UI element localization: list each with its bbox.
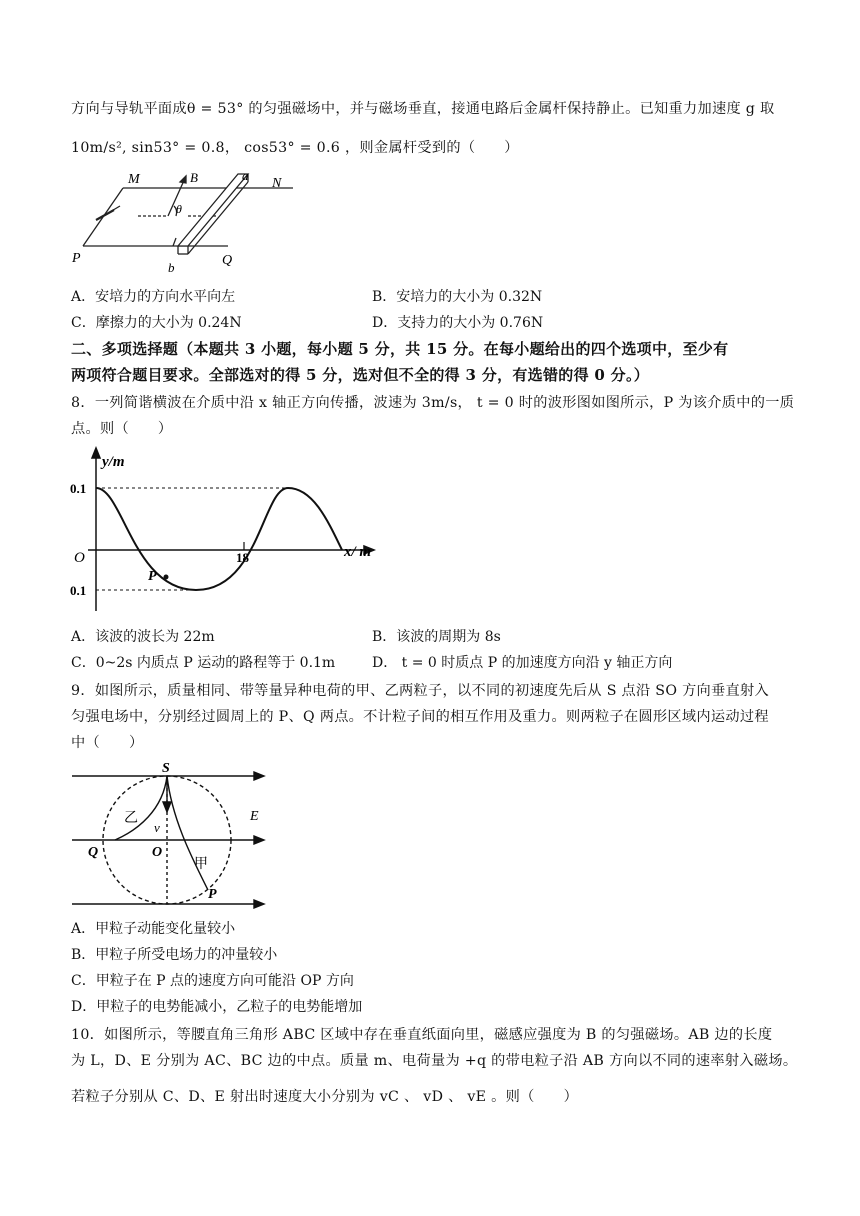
q9-field-figure [68,760,278,910]
q7-option-a: A．安培力的方向水平向左 [71,289,236,305]
label-p: P [72,251,81,266]
q9-stem-line-3: 中（ ） [71,735,144,751]
label-q: Q [222,253,233,268]
q9-stem-line-2: 匀强电场中，分别经过圆周上的 P、Q 两点。不计粒子间的相互作用及重力。则两粒子在圆形区域内运动过程 [71,709,769,725]
q7-option-c: C．摩擦力的大小为 0.24N [71,315,242,331]
q8-stem-line-1: 8．一列简谐横波在介质中沿 x 轴正方向传播，波速为 3m/s， t = 0 时的波形图如图所示，P 为该介质中的一质 [71,395,795,411]
q9-stem-line-1: 9．如图所示，质量相同、带等量异种电荷的甲、乙两粒子，以不同的初速度先后从 S 点沿 SO 方向垂直射入 [71,683,769,699]
label-m: M [128,172,140,187]
label-v: v [154,820,160,835]
label-particle-jia: 甲 [194,857,208,872]
section-2-header-line-2: 两项符合题目要求。全部选对的得 5 分，选对但不全的得 3 分，有选错的得 0 分。） [71,366,650,384]
q10-stem-line-3: 若粒子分别从 C、D、E 射出时速度大小分别为 vC 、 vD 、 vE 。则（ ） [71,1089,579,1105]
origin-label: O [74,550,85,566]
label-q: Q [88,845,99,860]
label-theta: θ [176,202,182,216]
y-tick-top: 0.1 [70,481,87,496]
label-o: O [152,845,163,860]
q9-option-c: C．甲粒子在 P 点的速度方向可能沿 OP 方向 [71,973,354,989]
q9-option-d: D．甲粒子的电势能减小，乙粒子的电势能增加 [71,999,363,1015]
q8-stem-line-2: 点。则（ ） [71,421,173,437]
q8-option-c: C．0~2s 内质点 P 运动的路程等于 0.1m [71,655,336,671]
label-s: S [162,761,170,776]
label-particle-yi: 乙 [124,811,138,826]
label-e: E [250,809,259,824]
label-n: N [272,176,282,191]
q8-option-d: D． t = 0 时质点 P 的加速度方向沿 y 轴正方向 [372,655,673,671]
label-p: P [208,887,217,902]
q9-option-a: A．甲粒子动能变化量较小 [71,921,236,937]
q7-rail-figure [68,168,308,278]
x-tick-18: 18 [236,550,249,565]
label-b: b [168,260,175,275]
q7-option-b: B．安培力的大小为 0.32N [372,289,543,305]
q8-option-a: A．该波的波长为 22m [71,629,215,645]
q7-stem-line-1: 方向与导轨平面成θ = 53° 的匀强磁场中，并与磁场垂直，接通电路后金属杆保持静止。已知重力加速度 g 取 [71,101,775,117]
q8-option-b: B．该波的周期为 8s [372,629,501,645]
label-a: a [242,168,249,183]
q8-wave-graph [68,446,388,616]
y-tick-bottom: 0.1 [70,583,87,598]
x-axis-label: x/ m [344,544,372,560]
q10-stem-line-2: 为 L，D、E 分别为 AC、BC 边的中点。质量 m、电荷量为 +q 的带电粒子沿 AB 方向以不同的速率射入磁场。 [71,1053,798,1069]
q9-option-b: B．甲粒子所受电场力的冲量较小 [71,947,278,963]
section-2-header-line-1: 二、多项选择题（本题共 3 小题，每小题 5 分，共 15 分。在每小题给出的四个选项中，至少有 [71,340,729,358]
q10-stem-line-1: 10．如图所示，等腰直角三角形 ABC 区域中存在垂直纸面向里，磁感应强度为 B 的匀强磁场。AB 边的长度 [71,1027,773,1043]
point-p-label: P [148,569,157,584]
q7-stem-line-2: 10m/s², sin53° = 0.8， cos53° = 0.6 ，则金属杆受到的（ ） [71,140,519,156]
y-axis-label: y/m [102,454,125,470]
q7-option-d: D．支持力的大小为 0.76N [372,315,544,331]
label-field-b: B [190,170,198,185]
